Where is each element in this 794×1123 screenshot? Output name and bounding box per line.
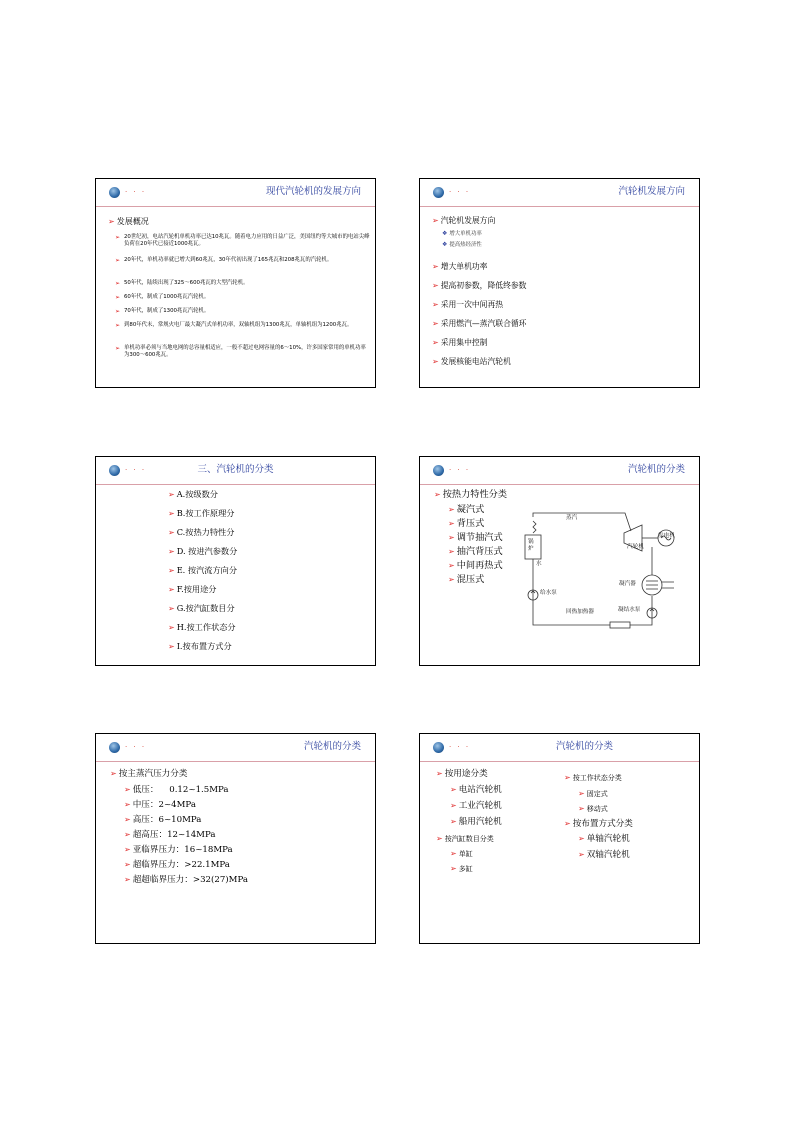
- pump-arrow-icon: [650, 609, 654, 617]
- slide-5: [95, 733, 376, 944]
- slide-1: [95, 178, 376, 388]
- arrow-bullet-icon: ➢: [578, 834, 585, 843]
- arrow-bullet-icon: ➢: [108, 217, 115, 226]
- list-item: ➢ 发展核能电站汽轮机: [432, 357, 511, 366]
- arrow-bullet-icon: ➢: [124, 800, 131, 809]
- arrow-bullet-icon: ➢: [450, 785, 457, 794]
- list-item: ➢ E. 按汽流方向分: [168, 565, 238, 575]
- logo: · · ·: [109, 465, 169, 477]
- arrow-bullet-icon: ➢: [115, 280, 121, 287]
- logo: · · ·: [109, 742, 169, 754]
- list-item: ➢ F.按用途分: [168, 584, 217, 594]
- arrow-bullet-icon: ➢: [432, 357, 439, 366]
- list-item: ➢ 高压：6~10MPa: [124, 815, 202, 825]
- list-item: ➢ 背压式: [448, 518, 485, 529]
- slide-4: [419, 456, 700, 666]
- list-item: ➢ 采用集中控制: [432, 338, 488, 347]
- list-item: ➢ 船用汽轮机: [450, 817, 502, 827]
- arrow-bullet-icon: ➢: [168, 642, 175, 651]
- heading: ➢ 按布置方式分类: [564, 819, 633, 829]
- list-item: ➢ 超临界压力：>22.1MPa: [124, 860, 230, 870]
- arrow-bullet-icon: ➢: [124, 830, 131, 839]
- heading: ➢ 按汽缸数目分类: [436, 834, 494, 843]
- logo: · · ·: [433, 465, 493, 477]
- arrow-bullet-icon: ➢: [432, 338, 439, 347]
- list-item: ➢ 20世纪初，电站汽轮机单机功率已达10兆瓦。随着电力应用的日益广泛，美国纽约等大城市的电站尖峰负荷在20年代已接近1000兆瓦。: [115, 234, 370, 248]
- slide-3: [95, 456, 376, 666]
- list-item: ➢ 双轴汽轮机: [578, 850, 630, 860]
- slide-header: [96, 457, 375, 484]
- list-item: ➢ 抽汽背压式: [448, 546, 503, 557]
- sub-item: ❖ 增大单机功率: [442, 230, 482, 237]
- list-item: ➢ B.按工作原理分: [168, 508, 235, 518]
- globe-icon: [109, 187, 120, 198]
- list-item: ➢ 调节抽汽式: [448, 532, 503, 543]
- label-turbine: 汽轮机: [627, 544, 644, 550]
- arrow-bullet-icon: ➢: [564, 773, 571, 782]
- list-item: ➢ 中压：2~4MPa: [124, 800, 196, 810]
- slide-header: [420, 734, 699, 761]
- arrow-bullet-icon: ➢: [168, 509, 175, 518]
- arrow-bullet-icon: ➢: [432, 216, 439, 225]
- list-item: ➢ G.按汽缸数目分: [168, 603, 235, 613]
- heading: ➢ 汽轮机发展方向: [432, 216, 496, 225]
- arrow-bullet-icon: ➢: [448, 547, 455, 556]
- slide-6: [419, 733, 700, 944]
- heading: ➢ 按主蒸汽压力分类: [110, 769, 188, 779]
- arrow-bullet-icon: ➢: [578, 789, 585, 798]
- label-feed-pump: 给水泵: [540, 590, 557, 596]
- arrow-bullet-icon: ➢: [168, 604, 175, 613]
- arrow-bullet-icon: ➢: [578, 804, 585, 813]
- slide-title: 汽轮机的分类: [555, 741, 613, 752]
- divider: [420, 761, 699, 762]
- arrow-bullet-icon: ➢: [432, 262, 439, 271]
- slide-header: [420, 457, 699, 484]
- arrow-bullet-icon: ➢: [124, 785, 131, 794]
- arrow-bullet-icon: ➢: [578, 850, 585, 859]
- list-item: ➢ 超超临界压力：>32(27)MPa: [124, 875, 248, 885]
- list-item: ➢ 多缸: [450, 864, 473, 873]
- list-item: ➢ 固定式: [578, 789, 608, 798]
- label-generator: 发电机: [658, 533, 675, 539]
- divider: [96, 761, 375, 762]
- divider: [420, 484, 699, 485]
- arrow-bullet-icon: ➢: [448, 561, 455, 570]
- cooling-tubes: [646, 581, 658, 589]
- label-boiler: 锅 炉: [528, 539, 534, 552]
- return-line: [630, 617, 652, 625]
- arrow-bullet-icon: ➢: [124, 845, 131, 854]
- divider: [420, 206, 699, 207]
- arrow-bullet-icon: ➢: [124, 860, 131, 869]
- arrow-bullet-icon: ➢: [448, 505, 455, 514]
- list-item: ➢ 电站汽轮机: [450, 785, 502, 795]
- heading: ➢ 按热力特性分类: [434, 489, 508, 500]
- list-item: ➢ 工业汽轮机: [450, 801, 502, 811]
- arrow-bullet-icon: ➢: [115, 322, 121, 329]
- list-item: ➢ 凝汽式: [448, 504, 485, 515]
- logo: · · ·: [109, 187, 169, 199]
- list-item: ➢ 混压式: [448, 574, 485, 585]
- arrow-bullet-icon: ➢: [115, 345, 121, 352]
- arrow-bullet-icon: ➢: [115, 308, 121, 315]
- logo: · · ·: [433, 187, 493, 199]
- sub-item: ❖ 提高热经济性: [442, 241, 482, 248]
- heading: ➢ 按用途分类: [436, 769, 488, 779]
- steam-line: [533, 513, 631, 531]
- arrow-bullet-icon: ➢: [168, 585, 175, 594]
- list-item: ➢ 亚临界压力：16~18MPa: [124, 845, 233, 855]
- arrow-bullet-icon: ➢: [432, 300, 439, 309]
- arrow-bullet-icon: ➢: [115, 257, 121, 264]
- arrow-bullet-icon: ➢: [115, 294, 121, 301]
- list-item: ➢ 中间再热式: [448, 560, 503, 571]
- arrow-bullet-icon: ➢: [432, 281, 439, 290]
- globe-icon: [433, 187, 444, 198]
- globe-icon: [433, 465, 444, 476]
- divider: [96, 484, 375, 485]
- arrow-bullet-icon: ➢: [124, 815, 131, 824]
- list-item: ➢ 增大单机功率: [432, 262, 488, 271]
- arrow-bullet-icon: ➢: [436, 769, 443, 778]
- list-item: ➢ 低压： 0.12~1.5MPa: [124, 785, 229, 795]
- list-item: ➢ H.按工作状态分: [168, 622, 236, 632]
- list-item: ➢ D. 按进汽参数分: [168, 546, 238, 556]
- globe-icon: [433, 742, 444, 753]
- label-condensate-pump: 凝结水泵: [618, 607, 641, 613]
- list-item: ➢ A.按级数分: [168, 489, 218, 499]
- list-item: ➢ 到80年代末，常规火电厂最大凝汽式单机功率，双轴机组为1300兆瓦，单轴机组为1200兆瓦。: [115, 322, 353, 329]
- arrow-bullet-icon: ➢: [450, 817, 457, 826]
- heading: ➢ 发展概况: [108, 217, 149, 226]
- globe-icon: [109, 742, 120, 753]
- list-item: ➢ 70年代，制成了1300兆瓦汽轮机。: [115, 308, 210, 315]
- arrow-bullet-icon: ➢: [436, 834, 443, 843]
- label-condenser: 凝汽器: [619, 581, 636, 587]
- steam-cycle-diagram: [516, 511, 696, 631]
- list-item: ➢ 单缸: [450, 849, 473, 858]
- list-item: ➢ 提高初参数，降低终参数: [432, 281, 527, 290]
- arrow-bullet-icon: ➢: [448, 575, 455, 584]
- list-item: ➢ 采用一次中间再热: [432, 300, 504, 309]
- list-item: ➢ 单机功率必须与当地电网的总容量相适应，一般不超过电网容量的6～10%，许多国家常用的单机功率为300～600兆瓦。: [115, 345, 366, 359]
- list-item: ➢ 采用燃汽—蒸汽联合循环: [432, 319, 527, 328]
- list-item: ➢ 单轴汽轮机: [578, 834, 630, 844]
- list-item: ➢ 60年代，制成了1000兆瓦汽轮机。: [115, 294, 210, 301]
- arrow-bullet-icon: ➢: [448, 533, 455, 542]
- list-item: ➢ 超高压：12~14MPa: [124, 830, 216, 840]
- arrow-bullet-icon: ➢: [450, 801, 457, 810]
- slide-title: 汽轮机的分类: [627, 464, 685, 475]
- label-water: 水: [536, 561, 542, 567]
- arrow-bullet-icon: ➢: [124, 875, 131, 884]
- heading: ➢ 按工作状态分类: [564, 773, 622, 782]
- slide-title: 现代汽轮机的发展方向: [265, 186, 361, 197]
- arrow-bullet-icon: ➢: [168, 547, 175, 556]
- arrow-bullet-icon: ➢: [564, 819, 571, 828]
- divider: [96, 206, 375, 207]
- slide-title: 三、汽轮机的分类: [197, 464, 274, 475]
- arrow-bullet-icon: ➢: [168, 623, 175, 632]
- arrow-bullet-icon: ➢: [168, 490, 175, 499]
- slide-header: [96, 734, 375, 761]
- arrow-bullet-icon: ➢: [434, 490, 441, 499]
- arrow-bullet-icon: ➢: [450, 864, 457, 873]
- diamond-bullet-icon: ❖: [442, 241, 448, 248]
- arrow-bullet-icon: ➢: [168, 566, 175, 575]
- list-item: ➢ 20年代，单机功率就已增大到60兆瓦，30年代初出现了165兆瓦和208兆瓦的汽轮机。: [115, 257, 333, 264]
- list-item: ➢ 移动式: [578, 804, 608, 813]
- slide-header: [420, 179, 699, 206]
- regenerative-heater: [610, 622, 630, 628]
- logo: · · ·: [433, 742, 493, 754]
- pump-arrow-icon: [531, 591, 535, 599]
- arrow-bullet-icon: ➢: [115, 234, 121, 241]
- slide-header: [96, 179, 375, 206]
- arrow-bullet-icon: ➢: [432, 319, 439, 328]
- slide-2: [419, 178, 700, 388]
- superheater-coil: [533, 521, 536, 533]
- slide-title: 汽轮机发展方向: [618, 186, 685, 197]
- arrow-bullet-icon: ➢: [168, 528, 175, 537]
- arrow-bullet-icon: ➢: [450, 849, 457, 858]
- list-item: ➢ I.按布置方式分: [168, 641, 232, 651]
- cooling-water-lines: [662, 582, 674, 588]
- arrow-bullet-icon: ➢: [448, 519, 455, 528]
- label-heater: 回热加热器: [566, 609, 594, 615]
- list-item: ➢ C.按热力特性分: [168, 527, 235, 537]
- slide-title: 汽轮机的分类: [303, 741, 361, 752]
- list-item: ➢ 50年代，陆续出现了325～600兆瓦的大型汽轮机。: [115, 280, 249, 287]
- diamond-bullet-icon: ❖: [442, 230, 448, 237]
- label-steam: 蒸汽: [566, 515, 578, 521]
- arrow-bullet-icon: ➢: [110, 769, 117, 778]
